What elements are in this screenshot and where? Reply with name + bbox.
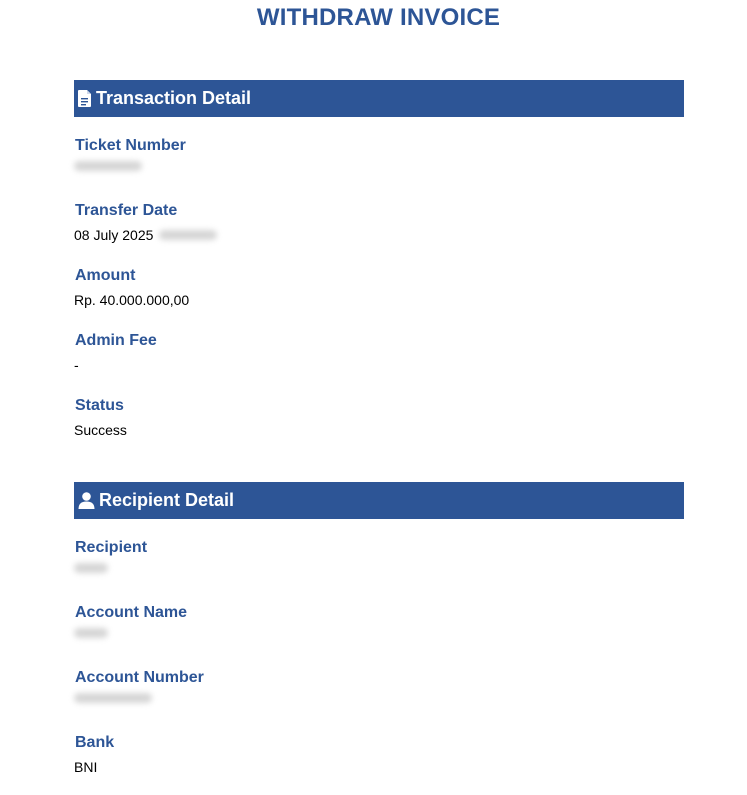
- bank-label: Bank: [75, 734, 115, 751]
- account-name-label: Account Name: [75, 604, 188, 621]
- account-name-field: [74, 603, 684, 638]
- status-value: Success: [74, 422, 127, 438]
- bank-field: [74, 733, 684, 776]
- status-label: Status: [75, 397, 124, 414]
- admin-fee-value: -: [74, 357, 79, 373]
- redacted-account-name: [74, 628, 108, 638]
- amount-value: Rp. 40.000.000,00: [74, 292, 190, 308]
- amount-field: [74, 266, 684, 309]
- document-icon: [78, 90, 92, 107]
- redacted-transfer-time: [159, 230, 217, 240]
- redacted-ticket-number: [74, 161, 142, 171]
- transaction-detail-title: Transaction Detail: [96, 88, 252, 108]
- status-field: [74, 396, 684, 439]
- transfer-date-value: 08 July 2025: [74, 227, 154, 243]
- transaction-detail-header: [74, 80, 684, 117]
- page-title: WITHDRAW INVOICE: [256, 4, 501, 31]
- account-name-value: [74, 628, 684, 638]
- transfer-date-value-row: [74, 226, 684, 244]
- bank-value: BNI: [74, 759, 98, 775]
- recipient-detail-title: Recipient Detail: [99, 490, 235, 510]
- account-number-value: [74, 693, 684, 703]
- ticket-number-value: [74, 161, 684, 171]
- transfer-date-field: [74, 201, 684, 244]
- redacted-recipient: [74, 563, 108, 573]
- recipient-label: Recipient: [75, 539, 148, 556]
- admin-fee-label: Admin Fee: [75, 332, 157, 349]
- recipient-value: [74, 563, 684, 573]
- account-number-label: Account Number: [75, 669, 204, 686]
- recipient-detail-header: [74, 482, 684, 519]
- amount-label: Amount: [75, 267, 136, 284]
- redacted-account-number: [74, 693, 152, 703]
- ticket-number-field: [74, 136, 684, 171]
- recipient-field: [74, 538, 684, 573]
- ticket-number-label: Ticket Number: [75, 137, 186, 154]
- user-icon: [78, 492, 95, 509]
- account-number-field: [74, 668, 684, 703]
- transfer-date-label: Transfer Date: [75, 202, 178, 219]
- admin-fee-field: [74, 331, 684, 374]
